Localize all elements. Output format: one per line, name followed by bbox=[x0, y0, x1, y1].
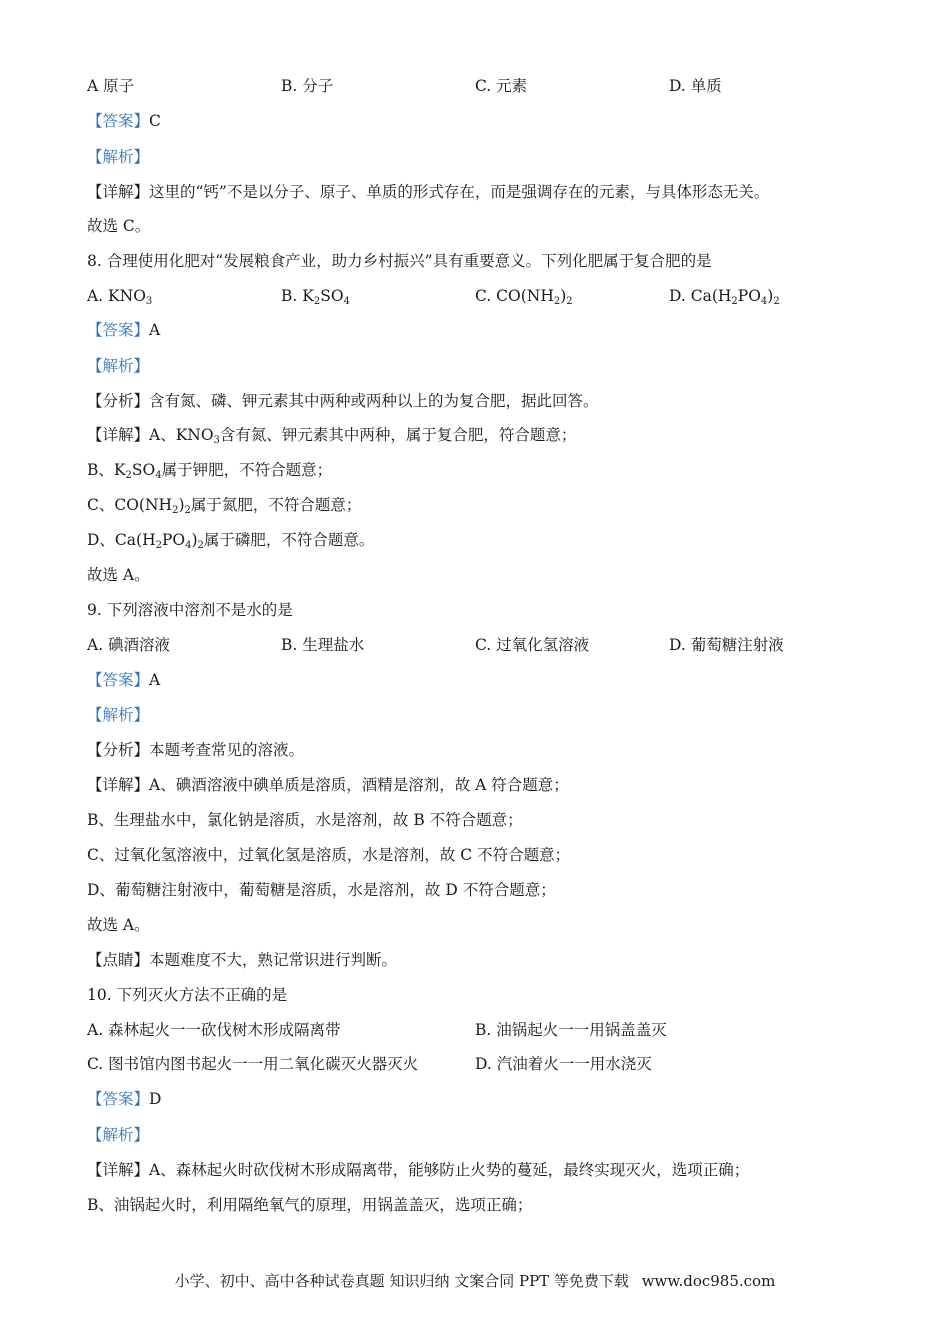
q9-fenxi: 【分析】本题考查常见的溶液。 bbox=[87, 741, 305, 759]
answer-tag: 【答案】 bbox=[87, 112, 150, 130]
q10-option-b: B. 油锅起火一一用锅盖盖灭 bbox=[475, 1021, 667, 1039]
q9-option-a: A. 碘酒溶液 bbox=[87, 636, 171, 654]
answer-value: A bbox=[149, 671, 161, 689]
q9-option-c: C. 过氧化氢溶液 bbox=[475, 636, 590, 654]
q9-answer bbox=[87, 670, 160, 690]
q10-answer bbox=[87, 1089, 161, 1109]
q8-option-c: C. $CO(NH_2)_2$ bbox=[475, 287, 573, 307]
q8-options bbox=[87, 286, 887, 306]
q7-option-c: C. 元素 bbox=[475, 77, 528, 95]
answer-tag: 【答案】 bbox=[87, 671, 150, 689]
footer-url[interactable]: www.doc985.com bbox=[641, 1272, 776, 1290]
q8-fenxi: 【分析】含有氮、磷、钾元素其中两种或两种以上的为复合肥，据此回答。 bbox=[87, 392, 599, 410]
q9-dianjing: 【点睛】本题难度不大，熟记常识进行判断。 bbox=[87, 951, 398, 969]
answer-value: A bbox=[149, 321, 161, 339]
q10-analysis-tag: 【解析】 bbox=[87, 1126, 150, 1144]
q9-detail-a: 【详解】A、碘酒溶液中碘单质是溶质，酒精是溶剂，故 A 符合题意； bbox=[87, 776, 569, 794]
page-footer bbox=[0, 1270, 950, 1291]
q9-options bbox=[87, 635, 887, 655]
q7-options bbox=[87, 76, 887, 96]
q9-option-d: D. 葡萄糖注射液 bbox=[669, 636, 784, 654]
q7-conclusion: 故选 C。 bbox=[87, 217, 151, 235]
q8-answer bbox=[87, 320, 160, 340]
q10-detail-b: B、油锅起火时，利用隔绝氧气的原理，用锅盖盖灭，选项正确； bbox=[87, 1196, 533, 1214]
q9-stem: 9. 下列溶液中溶剂不是水的是 bbox=[87, 601, 293, 619]
q7-option-d: D. 单质 bbox=[669, 77, 722, 95]
q8-detail-c: C、$CO(NH_2)_2$属于氮肥，不符合题意； bbox=[87, 496, 362, 516]
answer-value: D bbox=[149, 1090, 162, 1108]
answer-tag: 【答案】 bbox=[87, 1090, 150, 1108]
q8-detail-b: B、$K_2SO_4$属于钾肥，不符合题意； bbox=[87, 461, 333, 481]
answer-value: C bbox=[149, 112, 161, 130]
q8-detail-d: D、$Ca(H_2PO_4)_2$属于磷肥，不符合题意。 bbox=[87, 531, 375, 551]
q7-option-b: B. 分子 bbox=[281, 77, 334, 95]
q7-option-a: A 原子 bbox=[87, 77, 135, 95]
answer-tag: 【答案】 bbox=[87, 321, 150, 339]
q9-option-b: B. 生理盐水 bbox=[281, 636, 365, 654]
q10-stem: 10. 下列灭火方法不正确的是 bbox=[87, 986, 288, 1004]
q9-detail-d: D、葡萄糖注射液中，葡萄糖是溶质，水是溶剂，故 D 不符合题意； bbox=[87, 881, 556, 899]
q8-conclusion: 故选 A。 bbox=[87, 566, 150, 584]
q7-analysis-tag: 【解析】 bbox=[87, 148, 150, 166]
q10-options-row2 bbox=[87, 1054, 887, 1074]
q8-analysis-tag: 【解析】 bbox=[87, 357, 150, 375]
q10-options-row1 bbox=[87, 1020, 887, 1040]
q8-option-b: B. $K_2SO_4$ bbox=[281, 287, 350, 307]
q8-detail-a: 【详解】A、$KNO_3$含有氮、钾元素其中两种，属于复合肥，符合题意； bbox=[87, 426, 577, 446]
q8-stem: 8. 合理使用化肥对“发展粮食产业，助力乡村振兴”具有重要意义。下列化肥属于复合肥的是 bbox=[87, 252, 712, 270]
q9-analysis-tag: 【解析】 bbox=[87, 706, 150, 724]
q10-detail-a: 【详解】A、森林起火时砍伐树木形成隔离带，能够防止火势的蔓延，最终实现灭火，选项正确； bbox=[87, 1161, 750, 1179]
q10-option-d: D. 汽油着火一一用水浇灭 bbox=[475, 1055, 652, 1073]
q9-detail-c: C、过氧化氢溶液中，过氧化氢是溶质，水是溶剂，故 C 不符合题意； bbox=[87, 846, 571, 864]
q7-detail: 【详解】这里的“钙”不是以分子、原子、单质的形式存在，而是强调存在的元素，与具体形态无关。 bbox=[87, 183, 770, 201]
q8-option-a: A. $KNO_3$ bbox=[87, 287, 153, 307]
q7-answer bbox=[87, 111, 161, 131]
footer-text: 小学、初中、高中各种试卷真题 知识归纳 文案合同 PPT 等免费下载 bbox=[174, 1272, 629, 1290]
q9-detail-b: B、生理盐水中，氯化钠是溶质，水是溶剂，故 B 不符合题意； bbox=[87, 811, 523, 829]
q8-option-d: D. $Ca(H_2PO_4)_2$ bbox=[669, 287, 780, 307]
q9-conclusion: 故选 A。 bbox=[87, 916, 150, 934]
q10-option-c: C. 图书馆内图书起火一一用二氧化碳灭火器灭火 bbox=[87, 1055, 419, 1073]
q10-option-a: A. 森林起火一一砍伐树木形成隔离带 bbox=[87, 1021, 341, 1039]
